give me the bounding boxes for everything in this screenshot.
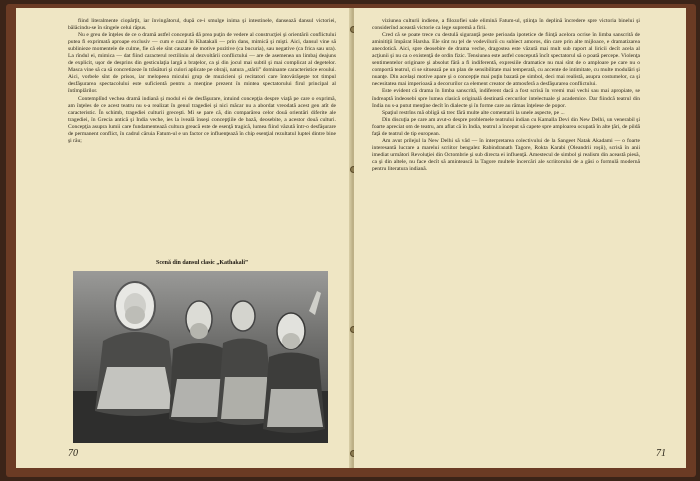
photo-caption: Scenă din dansul clasic „Kathakali” [155,260,249,266]
book-spread [6,4,696,477]
right-paragraph-4: Spaţiul restrîns mă obligă să trec fără multe alte comentarii la unele aspecte, pe ... [382,109,565,116]
right-paragraph-2: Cred că se poate trece cu destulă siguranţă peste perioada ipotetice de fiinţă acelora ocrise în limba sanscrită de aminitiţii împărat Harsha. Ele sînt nu ţel de vodevilurii cu subiect amoros, din care prin alte mijloace, e dramatizarea anecdotică. Aici, spre deosebire de drama veche, dragostea este văzută mai mult sub raport al liricii decît acela al acţiunii şi nu ca o existenţă de ordin fizic. Tensiunea este astfel concepută încît spectatorul să o poată percepe. Violenţa sentimentelor originare şi absolut fără a fi indiferentă, expresiile dramatice nu mai sînt de o amploare pe care nu o comportă teatrul, ci se situează pe un plan de sensibilitate mai temperată, cu accente de intimitate, cu multe modulări şi nuanţe. Din acelaşi motive apare şi o concepţie mai puţin bazată pe simbol, deci mai realistă, asupra costumelor, ca şi necesitatea mai imperioasă a decorurilor ca element creator de atmosferă a desfăşurarea conflictului. [372,32,640,88]
right-page [354,8,686,468]
left-page-number: 70 [68,448,78,459]
right-page-text [372,18,640,173]
left-page-text [68,18,336,145]
left-page [16,8,353,468]
right-paragraph-3: Este evident că drama în limba sanscrită, indiferent dacă a fost scrisă în vremi mai vechi sau mai apropiate, se îndreaptă îndeosebi spre lumea clasică originală destinată cercurilor intelectuale şi academice. Dar fiindcă teatrul din India nu s-a putut menţine decît în dialecte şi în forme care au rămas înţelese de popor. [372,88,640,109]
kathakali-dancers-photo [73,271,328,443]
right-page-number: 71 [656,448,666,459]
left-paragraph-3: Contemplînd vechea dramă indiană şi modul ei de desfăşurare, intuind concepţia despre viaţă pe care o exprimă, am înţeles de ce acest teatru nu s-a realizat în genul tragediei şi nici măcar nu a abordat vreodată acest gen atît de caracteristic. În schimb, tragediei culturii greceşti. Mi se pare că, din comparărea celor două orientări diferite ale tragediei, în Grecia antică şi India veche, ies la iveală înseşi concepţiile de bază, deosebite, a acestor două culturi. Concepţia asupra lumii care fundamentează cultura greacă este de esenţă tragică, lumea fiind văzută într-o desfăşurare de permanent conflict, în cadrul căruia Fatum-ul e un factor ce influenţează în chip esenţial rezultatul luptei dintre bine şi rău; [68,95,336,144]
right-paragraph-5: Din discuţia pe care am avut-o despre problemele teatrului indian cu Kamalla Devi din New Delhi, un venerabil şi foarte apreciat om de teatru, am aflat că în India, teatrul a început să capete spre amploarea ocupată în alte ţări, de pildă faţă de teatrul de tip european. [372,116,640,137]
left-paragraph-1: fiind literalmente ciopârţit, iar învingătorul, după ce-i smulge inima şi intestinele, dansează dansul victoriei, bălăcindu-se în sîngele celui răpus. [68,18,336,32]
right-paragraph-1: viziunea culturii indiene, a filozofiei sale eliminä Fatum-ul, ştiinţa în deplină încredere spre victoria binelui şi considerînd această victorie ca lege supremă a firii. [372,18,640,32]
left-paragraph-2: Nu e greu de înţeles de ce o dramă astfel concepută dă prea puţin de vedere al construcţiei şi orientării conflictului putea fi exprimată aproape exclusiv — cum e cazul în Khatakali — prin dans, mimică şi mişti. Aici, dansul vine să sublinieze momentele de culme, fie că ele sînt cauzate de motive pozitive (ca bucuria), sau negative (ca frica sau ura). La rîndul ei, mimica — dat fiind caracterul rectiliniu al dezvoltării conflictului — are de asemenea un limbaj deajuns de explicit, uşor de desprins din gesticulaţia largă a braţelor, ca şi din jocul mai subtil şi mai complicat al degetelor. Masca vine să ca să concretizeze în trăsături şi culori aplicate pe obraji, natura „stării” dominante caracteristice eroului. Aici, vorbele sînt de prisos, iar melopeea micului grup de muzicieni şi recitatori care întovărăşeşte tot timpul desfăşurarea spectacolului este suficientă pentru a menţine prezent în mintea spectatorului firul principal al întîmplărilor. [68,32,336,95]
right-paragraph-6: Am avut prilejul la New Delhi să văd — în interpretarea colectivului de la Sangeet Natak Akadami — o foarte interesantă lucrare a marelui scriitor bengalez Rabindranath Tagore, Rokta Karabi (Oleandrii roşii), scrisă în anii imediat următori Revoluţiei din Octombrie şi sub directa ei influenţă. Amestecul de simbol şi realism din această piesă, ca şi din altele, nu face decît să amintească la Tagore multele încercări ale scriitorului de a găsi o formulă modernă pentru literatura indiană. [372,137,640,172]
